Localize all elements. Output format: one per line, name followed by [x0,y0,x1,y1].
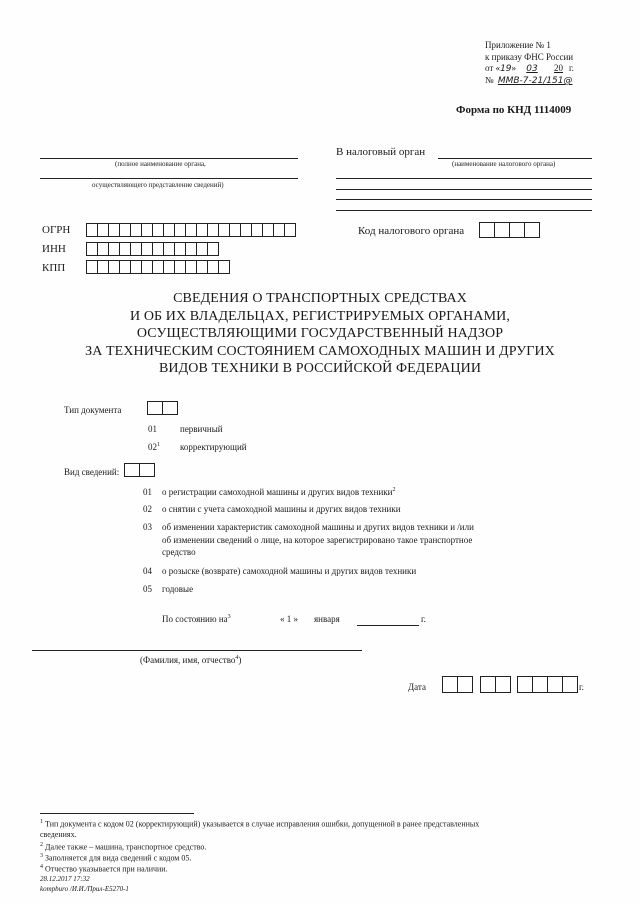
order-date [485,63,574,74]
organ-name-line-1 [40,158,298,159]
footnote-3 [40,853,191,863]
tax-authority-label: В налоговый орган [336,146,426,158]
doc-type-code-01: 01 [148,424,157,434]
title-line-1: СВЕДЕНИЯ О ТРАНСПОРТНЫХ СРЕДСТВАХ [173,291,467,306]
kpp-cells[interactable] [86,260,229,274]
as-of-month: января [314,614,340,624]
date-year-cells[interactable] [517,676,577,693]
title-line-2: И ОБ ИХ ВЛАДЕЛЬЦАХ, РЕГИСТРИРУЕМЫХ ОРГАНАМИ, [130,308,510,324]
stamp-datetime: 28.12.2017 17:32 [40,875,90,883]
date-year: 20 [553,63,563,73]
footnote-4 [40,864,168,874]
info-text-04: о розыске (возврате) самоходной машины и других видов техники [162,566,417,576]
order-number [485,75,572,86]
info-text-01-body: о регистрации самоходной машины и других видов техники [162,487,393,497]
name-line[interactable] [32,650,362,651]
doc-type-label: Тип документа [64,405,122,415]
info-type-cells[interactable] [124,463,154,477]
info-code-02: 02 [143,504,152,514]
footnote-4-text: Отчество указывается при наличии. [45,864,168,874]
name-caption [140,655,241,665]
tax-authority-caption: (наименование налогового органа) [452,160,556,168]
tax-authority-line-2 [336,178,592,179]
footnote-3-text: Заполняется для вида сведений с кодом 05. [45,853,192,863]
number-prefix: № [485,75,494,85]
info-text-05: годовые [162,584,194,594]
appendix-label: Приложение № 1 [485,40,551,50]
as-of-label [162,614,231,624]
ogrn-label: ОГРН [42,224,71,236]
date-day-cells[interactable] [442,676,472,693]
title-line-4: ЗА ТЕХНИЧЕСКИМ СОСТОЯНИЕМ САМОХОДНЫХ МАШИН И ДРУГИХ [85,343,555,359]
date-month-cells[interactable] [480,676,510,693]
info-code-05: 05 [143,584,152,594]
as-of-year-line[interactable] [357,625,419,626]
order-ref: к приказу ФНС России [485,52,574,62]
info-text-01 [162,487,395,497]
doc-type-sup-02: 1 [157,442,160,448]
as-of-text: По состоянию на [162,614,228,624]
kpp-label: КПП [42,262,66,274]
as-of-day: « 1 » [280,614,298,624]
as-of-sup: 3 [227,614,231,620]
organ-name-line-2 [40,178,298,179]
info-code-01: 01 [143,487,152,497]
name-caption-text: (Фамилия, имя, отчество [140,655,236,665]
title-line-3: ОСУЩЕСТВЛЯЮЩИМИ ГОСУДАРСТВЕННЫЙ НАДЗОР [136,326,504,341]
info-sup-01: 2 [392,487,396,493]
name-caption-sup: 4 [235,655,239,661]
title-line-5: ВИДОВ ТЕХНИКИ В РОССИЙСКОЙ ФЕДЕРАЦИИ [158,361,482,376]
footnote-1-n: 1 [40,819,43,825]
tax-authority-line-5 [336,210,592,211]
footnote-1-cont: сведениях. [40,830,77,839]
organ-caption-1: (полное наименование органа, [115,160,206,168]
footnote-4-n: 4 [40,864,43,870]
footnote-2-n: 2 [40,842,43,848]
info-text-02: о снятии с учета самоходной машины и других видов техники [162,504,401,514]
tax-code-cells[interactable] [479,222,539,238]
tax-authority-line-1[interactable] [438,158,592,159]
name-caption-close: ) [238,655,242,665]
date-day: 19 [500,64,512,74]
info-type-label: Вид сведений: [64,467,120,477]
date-prefix: от « [485,63,501,73]
stamp-path: kompburo /И.И./Прил-Е5270-1 [40,885,129,893]
number-value: ММВ-7-21/151@ [497,76,573,86]
inn-cells[interactable] [86,242,218,256]
info-text-03-line-3: средство [162,547,196,557]
ogrn-cells[interactable] [86,223,295,237]
form-code: Форма по КНД 1114009 [456,104,572,116]
footnote-separator [40,813,194,814]
footnote-2 [40,842,206,852]
date-label: Дата [408,682,426,692]
as-of-year-suffix: г. [421,614,426,624]
doc-type-code-02-text: 02 [148,442,157,452]
doc-type-cells[interactable] [147,401,177,415]
footnote-1 [40,819,479,829]
tax-authority-line-3 [336,189,592,190]
info-text-03: об изменении характеристик самоходной машины и других видов техники и /или [162,522,474,532]
date-mid: » [511,63,517,73]
footnote-2-text: Далее также – машина, транспортное средство. [45,842,207,852]
date-year-suffix: г. [568,63,574,73]
document-title [0,290,640,378]
date-month: 03 [526,64,538,74]
tax-authority-line-4 [336,199,592,200]
doc-type-code-02 [148,442,160,452]
date-suffix: г. [579,682,584,692]
doc-type-text-01: первичный [180,424,223,434]
footnote-3-n: 3 [40,853,43,859]
footnote-1-text: Тип документа с кодом 02 (корректирующий) указывается в случае исправления ошибки, допущенной в ранее представленных [45,819,480,829]
organ-caption-2: осуществляющего представление сведений) [92,181,224,189]
info-text-03-line-2: об изменении сведений о лице, на которое зарегистрировано такое транспортное [162,535,473,545]
tax-code-label: Код налогового органа [358,225,465,237]
doc-type-text-02: корректирующий [180,442,247,452]
info-code-03: 03 [143,522,152,532]
inn-label: ИНН [42,243,66,255]
info-code-04: 04 [143,566,152,576]
